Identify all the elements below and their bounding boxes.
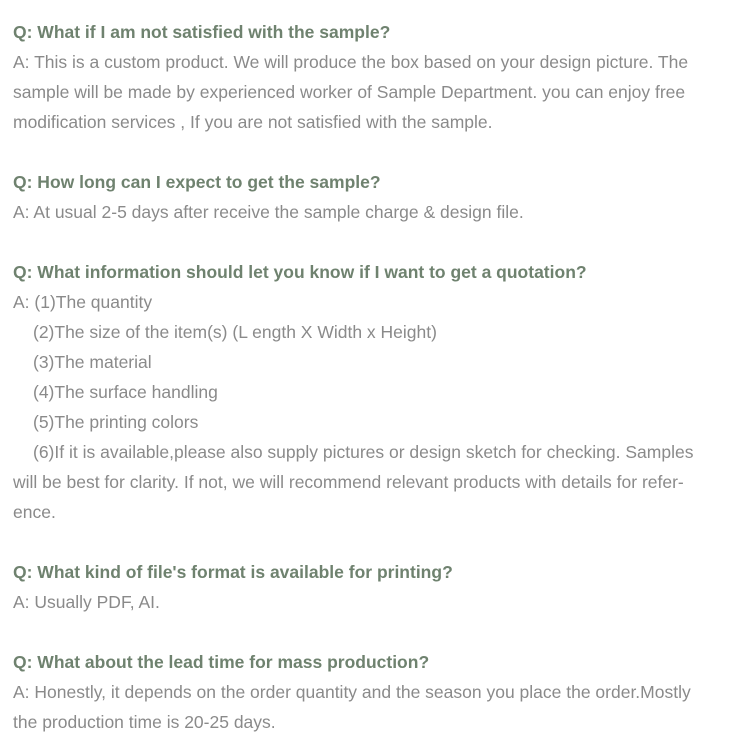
faq-answer-line: (5)The printing colors [33, 412, 199, 432]
faq-answer-line: ence. [13, 502, 56, 522]
faq-list [13, 17, 730, 737]
faq-answer-line: A: This is a custom product. We will produce the box based on your design picture. The [13, 52, 689, 72]
faq-answer-line: sample will be made by experienced worker of Sample Department. you can enjoy free [13, 82, 686, 102]
faq-answer-line: A: At usual 2-5 days after receive the sample charge & design file. [13, 202, 524, 222]
faq-answer-line: A: Usually PDF, AI. [13, 592, 160, 612]
faq-answer-line: the production time is 20-25 days. [13, 712, 276, 732]
faq-item-sample-time [13, 167, 730, 227]
faq-item-file-format [13, 557, 730, 617]
faq-answer-line: (6)If it is available,please also supply pictures or design sketch for checking. Samples [33, 442, 694, 462]
faq-answer-line: modification services , If you are not satisfied with the sample. [13, 112, 493, 132]
faq-answer-line: A: (1)The quantity [13, 292, 153, 312]
faq-question: Q: What about the lead time for mass production? [13, 652, 430, 672]
faq-item-lead-time [13, 647, 730, 737]
faq-item-sample-satisfaction [13, 17, 730, 137]
faq-answer-line: A: Honestly, it depends on the order quantity and the season you place the order.Mostly [13, 682, 691, 702]
faq-answer-line: (4)The surface handling [33, 382, 218, 402]
faq-question: Q: What information should let you know if I want to get a quotation? [13, 262, 587, 282]
faq-answer-line: will be best for clarity. If not, we will recommend relevant products with details for refer- [13, 472, 684, 492]
faq-item-quotation-info [13, 257, 730, 527]
faq-question: Q: What kind of file's format is available for printing? [13, 562, 453, 582]
faq-answer-line: (2)The size of the item(s) (L ength X Width x Height) [33, 322, 437, 342]
faq-question: Q: How long can I expect to get the sample? [13, 172, 381, 192]
faq-answer-line: (3)The material [33, 352, 152, 372]
faq-question: Q: What if I am not satisfied with the sample? [13, 22, 391, 42]
